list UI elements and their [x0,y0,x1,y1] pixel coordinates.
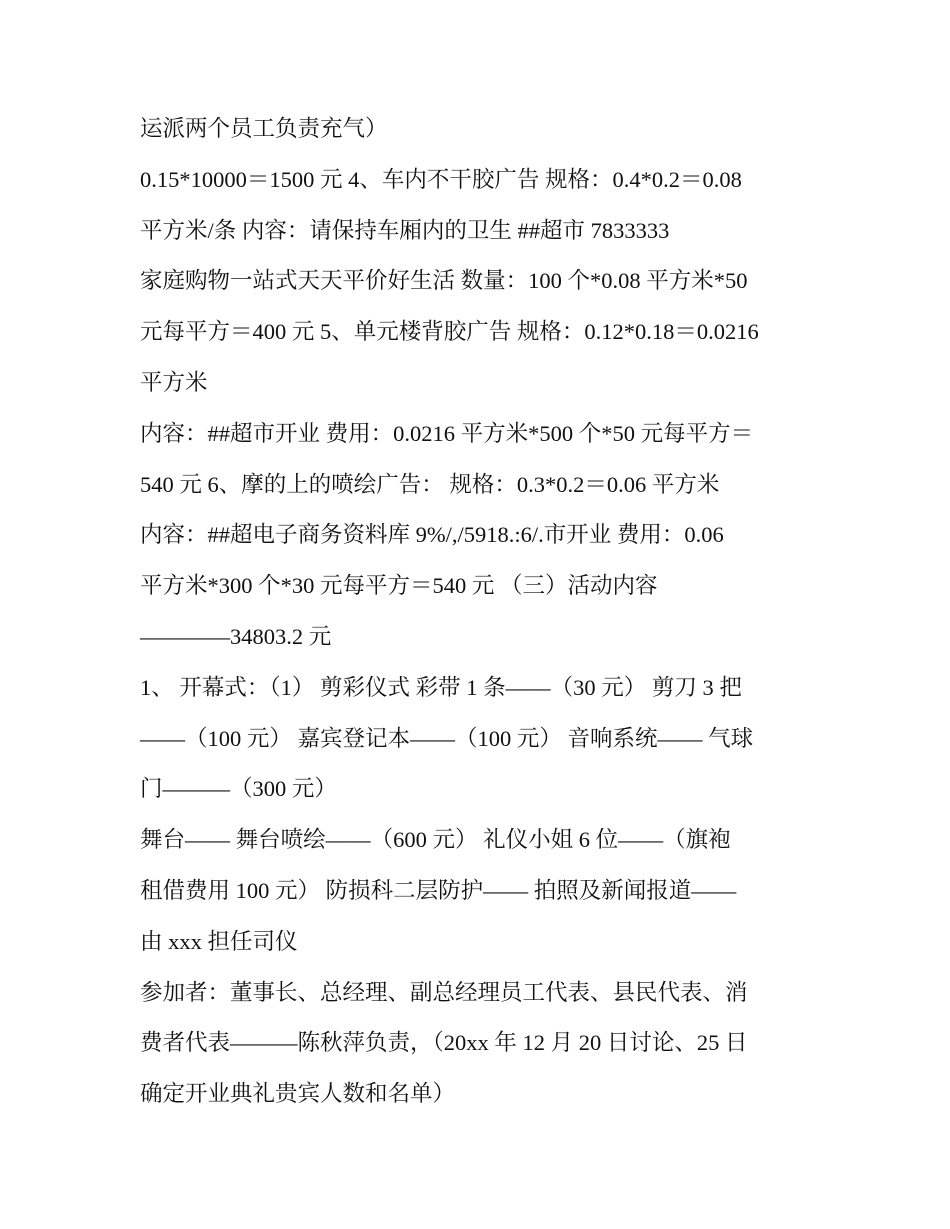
text-line: 540 元 6、摩的上的喷绘广告： 规格：0.3*0.2＝0.06 平方米 [140,471,720,497]
text-line: 平方米 [140,369,208,395]
text-line: ————34803.2 元 [140,623,332,649]
body-text [140,104,820,1120]
text-line: 租借费用 100 元） 防损科二层防护—— 拍照及新闻报道—— [140,877,737,903]
text-line: 平方米/条 内容：请保持车厢内的卫生 ##超市 7833333 [140,217,670,243]
text-line: 运派两个员工负责充气） [140,116,388,141]
text-line: 费者代表———陈秋萍负责，（20xx 年 12 月 20 日讨论、25 日 [140,1030,748,1056]
text-line: 由 xxx 担任司仪 [140,928,298,954]
text-line: 1、 开幕式：（1） 剪彩仪式 彩带 1 条——（30 元） 剪刀 3 把 [140,674,742,700]
text-line: 元每平方＝400 元 5、单元楼背胶广告 规格：0.12*0.18＝0.0216 [140,319,759,345]
text-line: 0.15*10000＝1500 元 4、车内不干胶广告 规格：0.4*0.2＝0.08 [140,166,742,192]
text-line: ——（100 元） 嘉宾登记本——（100 元） 音响系统—— 气球 [140,725,754,751]
text-line: 内容：##超电子商务资料库 9%/,/5918.:6/.市开业 费用：0.06 [140,522,724,548]
text-line: 舞台—— 舞台喷绘——（600 元） 礼仪小姐 6 位——（旗袍 [140,827,731,853]
text-line: 门———（300 元） [140,776,337,802]
text-line: 家庭购物一站式天天平价好生活 数量：100 个*0.08 平方米*50 [140,268,748,294]
text-line: 平方米*300 个*30 元每平方＝540 元 （三）活动内容 [140,573,658,599]
text-line: 确定开业典礼贵宾人数和名单） [140,1081,456,1107]
text-line: 参加者：董事长、总经理、副总经理员工代表、县民代表、消 [140,979,748,1005]
text-line: 内容：##超市开业 费用：0.0216 平方米*500 个*50 元每平方＝ [140,420,754,446]
